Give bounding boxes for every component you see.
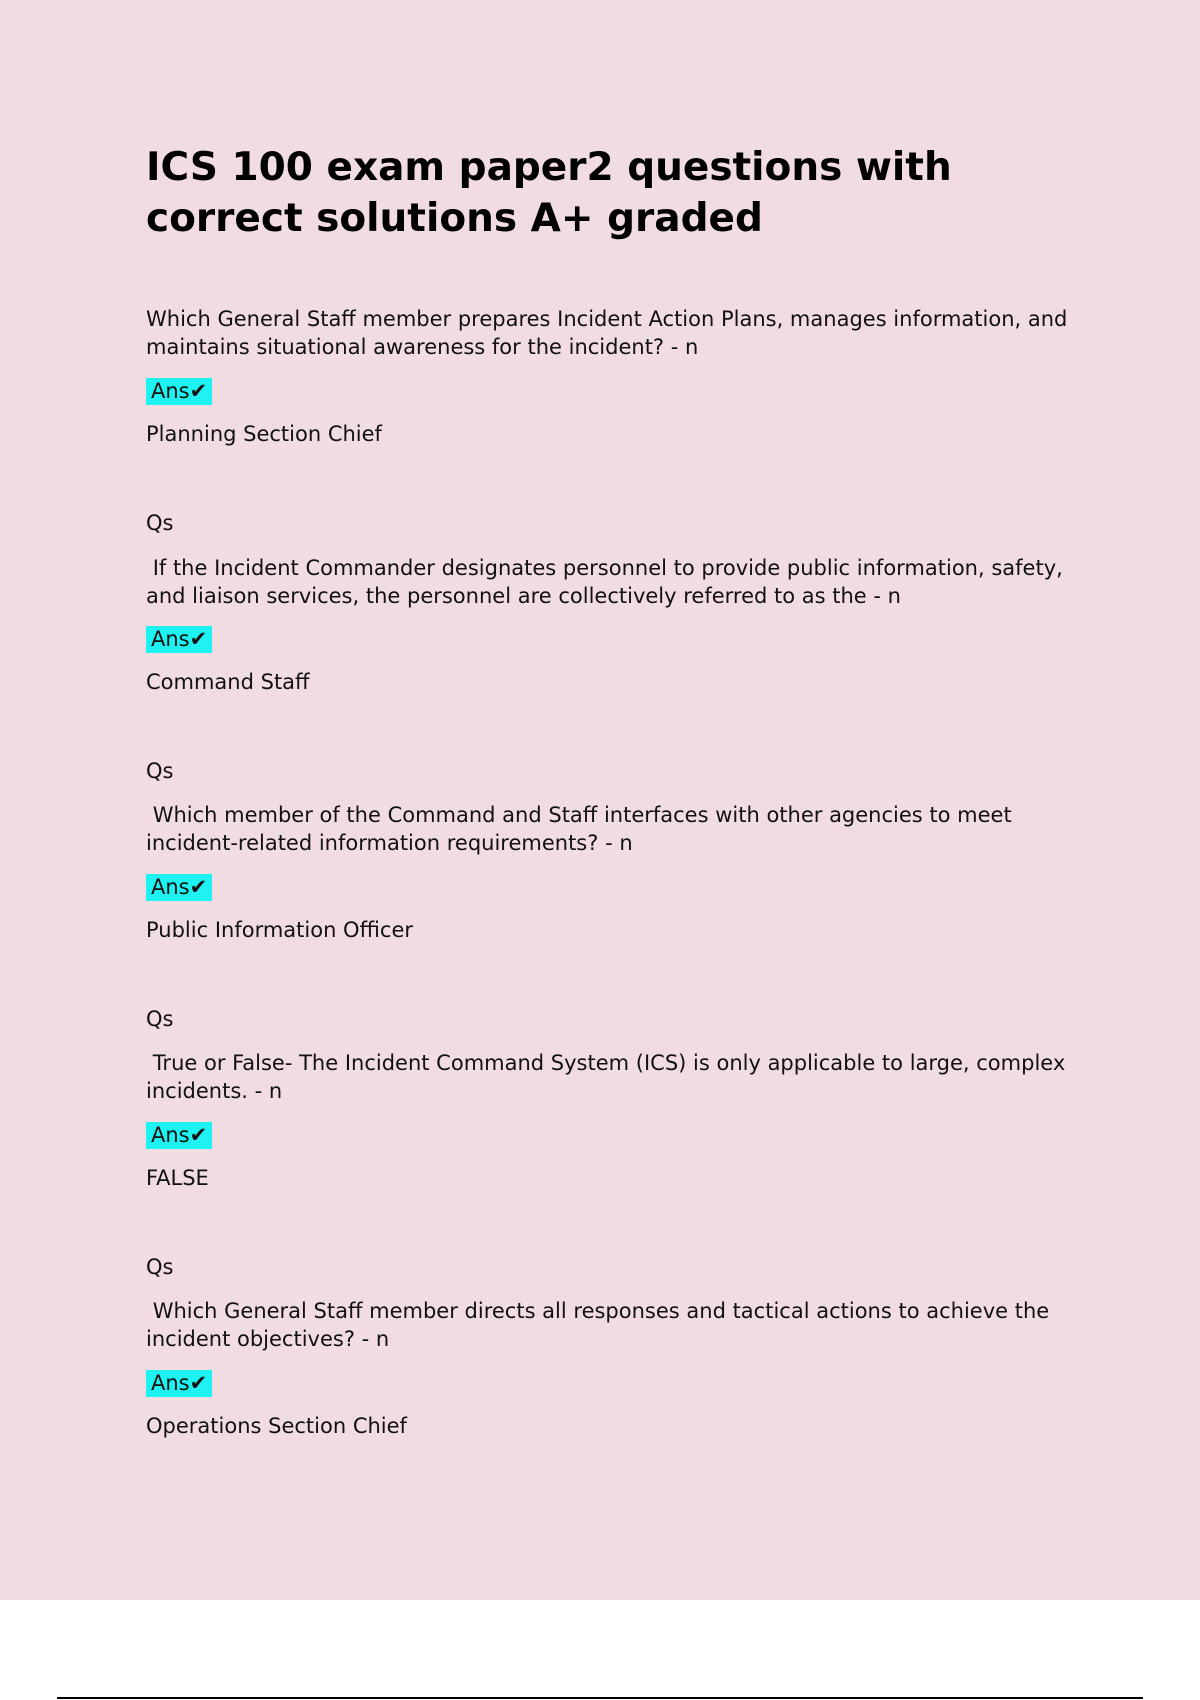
answer-badge: Ans✔ bbox=[146, 626, 212, 653]
question-text: Which General Staff member directs all responses and tactical actions to achieve the incident objectives? - n bbox=[146, 1299, 1056, 1351]
question-text: Which member of the Command and Staff interfaces with other agencies to meet incident-related information requirements? - n bbox=[146, 803, 1019, 855]
question-label: Qs bbox=[146, 759, 174, 783]
answer-text: Public Information Officer bbox=[146, 918, 413, 942]
answer-text: Command Staff bbox=[146, 670, 310, 694]
question-text: True or False- The Incident Command System (ICS) is only applicable to large, complex incidents. - n bbox=[146, 1051, 1072, 1103]
question-label: Qs bbox=[146, 1255, 174, 1279]
question-text: If the Incident Commander designates personnel to provide public information, safety, and liaison services, the personnel are collectively referred to as the - n bbox=[146, 556, 1070, 608]
question-text: Which General Staff member prepares Incident Action Plans, manages information, and maintains situational awareness for the incident? - n bbox=[146, 307, 1075, 359]
question-label: Qs bbox=[146, 1007, 174, 1031]
answer-text: Operations Section Chief bbox=[146, 1414, 407, 1438]
answer-badge: Ans✔ bbox=[146, 1370, 212, 1397]
document-title: ICS 100 exam paper2 questions with correct solutions A+ graded bbox=[146, 145, 952, 241]
question-label: Qs bbox=[146, 511, 174, 535]
answer-badge: Ans✔ bbox=[146, 874, 212, 901]
answer-badge: Ans✔ bbox=[146, 378, 212, 405]
answer-badge: Ans✔ bbox=[146, 1122, 212, 1149]
answer-text: FALSE bbox=[146, 1166, 209, 1190]
answer-text: Planning Section Chief bbox=[146, 422, 382, 446]
footer-rule bbox=[57, 1697, 1143, 1699]
